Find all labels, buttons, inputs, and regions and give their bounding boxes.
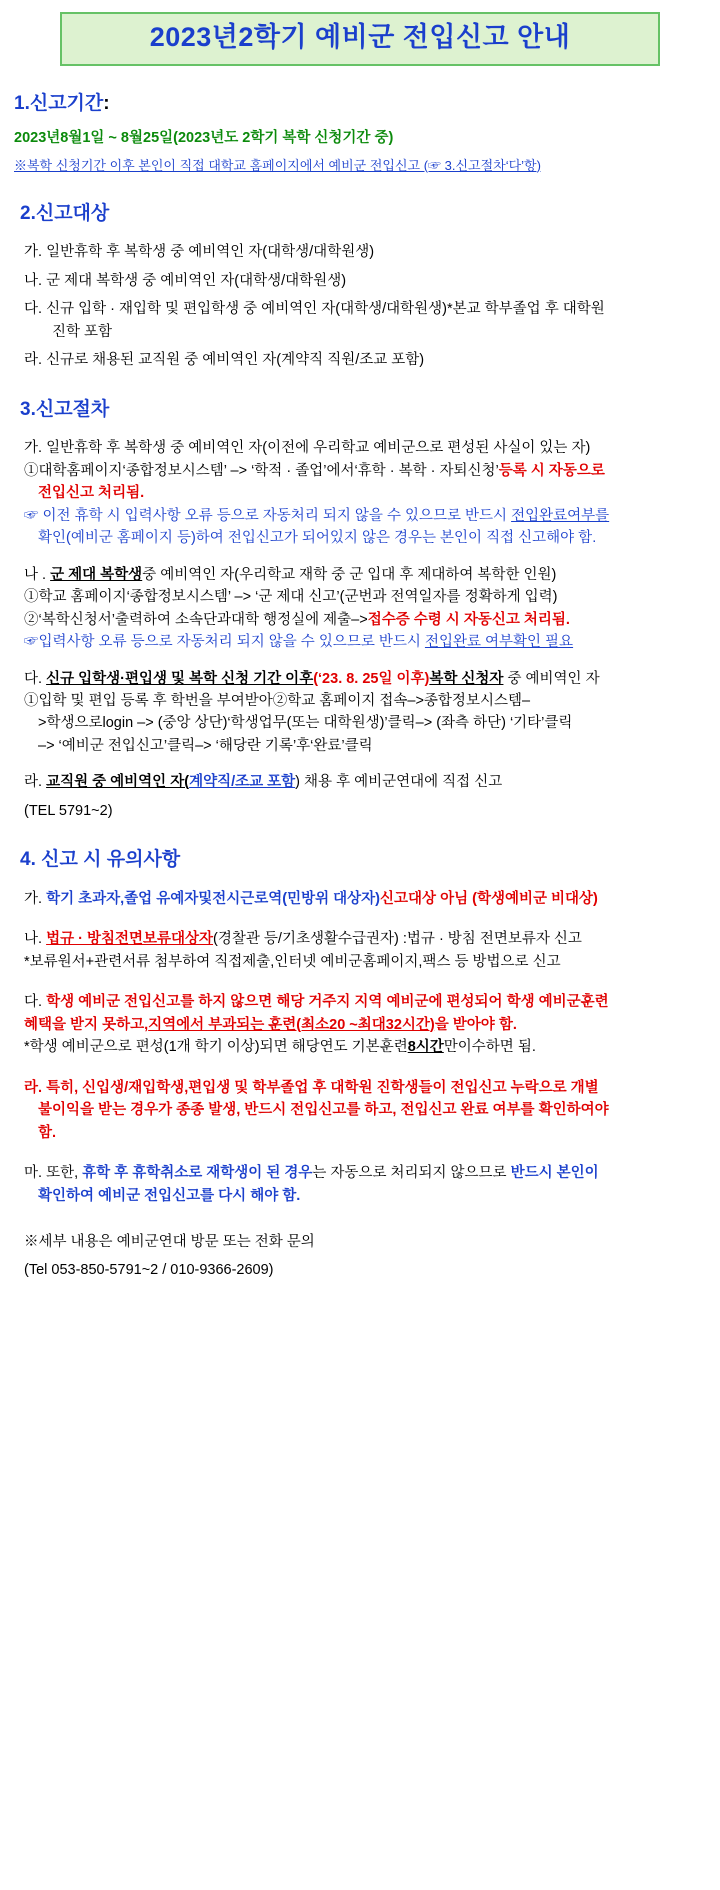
section-4 bbox=[10, 846, 710, 1207]
section-2-item-2: 나. 군 제대 복학생 중 예비역인 자(대학생/대학원생) bbox=[24, 272, 347, 289]
section-1-heading-suffix: : bbox=[103, 92, 110, 114]
section-3-a-head: 가. 일반휴학 후 복학생 중 예비역인 자(이전에 우리학교 예비군으로 편성된 사실이 있는 자) bbox=[24, 440, 591, 457]
section-3-c-line-3: –> ‘예비군 전입신고’클릭–> ‘해당란 기록’후‘완료’클릭 bbox=[38, 737, 373, 754]
section-4-c-line-1: 다. 학생 예비군 전입신고를 하지 않으면 해당 거주지 지역 예비군에 편성되어 학생 예비군훈련 bbox=[24, 994, 609, 1011]
page-title-box bbox=[60, 12, 660, 66]
section-1-line-1: 2023년8월1일 ~ 8월25일(2023년도 2학기 복학 신청기간 중) bbox=[14, 130, 394, 147]
section-3-d-tel: (TEL 5791~2) bbox=[24, 802, 113, 819]
section-3 bbox=[10, 396, 710, 823]
section-3-heading: 3.신고절차 bbox=[20, 398, 110, 420]
section-4-c-line-3: *학생 예비군으로 편성(1개 학기 이상)되면 해당연도 기본훈련8시간만이수하면 됨. bbox=[24, 1039, 536, 1056]
section-3-c-head: 다. 신규 입학생·편입생 및 복학 신청 기간 이후(‘23. 8. 25일 이후)복학 신청자 중 예비역인 자 bbox=[24, 670, 600, 687]
footer-line-1: ※세부 내용은 예비군연대 방문 또는 전화 문의 bbox=[24, 1234, 315, 1251]
section-3-b-line-2: ②‘복학신청서’출력하여 소속단과대학 행정실에 제출–>접수증 수령 시 자동신고 처리됨. bbox=[24, 611, 570, 628]
section-2-item-4: 라. 신규로 채용된 교직원 중 예비역인 자(계약직 직원/조교 포함) bbox=[24, 352, 425, 369]
section-1 bbox=[10, 90, 710, 176]
section-1-heading-text: 1.신고기간 bbox=[14, 92, 104, 114]
section-4-b-line-2: *보류원서+관련서류 첨부하여 직접제출,인터넷 예비군홈페이지,팩스 등 방법으로 신고 bbox=[24, 953, 561, 970]
section-4-d-line-1: 라. 특히, 신입생/재입학생,편입생 및 학부졸업 후 대학원 진학생들이 전입신고 누락으로 개별 bbox=[24, 1079, 599, 1096]
section-4-e-line-2: 확인하여 예비군 전입신고를 다시 해야 함. bbox=[38, 1187, 301, 1204]
section-4-e-line-1: 마. 또한, 휴학 후 휴학취소로 재학생이 된 경우는 자동으로 처리되지 않으므로 반드시 본인이 bbox=[24, 1165, 599, 1182]
section-3-c-line-2: >학생으로login –> (중앙 상단)‘학생업무(또는 대학원생)’클릭–> (좌측 하단) ‘기타’클릭 bbox=[38, 715, 573, 732]
section-2-item-1: 가. 일반휴학 후 복학생 중 예비역인 자(대학생/대학원생) bbox=[24, 244, 375, 261]
section-4-d-line-2: 불이익을 받는 경우가 종종 발생, 반드시 전입신고를 하고, 전입신고 완료 여부를 확인하여야 bbox=[38, 1102, 609, 1119]
section-3-a-line-1: ①대학홈페이지‘종합정보시스템’ –> ‘학적 · 졸업’에서‘휴학 · 복학 · 자퇴신청’등록 시 자동으로 bbox=[24, 462, 605, 479]
footer-line-2: (Tel 053-850-5791~2 / 010-9366-2609) bbox=[24, 1262, 274, 1279]
section-1-line-2: ※복학 신청기간 이후 본인이 직접 대학교 홈페이지에서 예비군 전입신고 (☞ 3.신고절차‘다’항) bbox=[14, 157, 541, 173]
section-4-c-line-2: 혜택을 받지 못하고,지역에서 부과되는 훈련(최소20 ~최대32시간)을 받아야 함. bbox=[24, 1016, 517, 1033]
section-3-a-line-3: ☞ 이전 휴학 시 입력사항 오류 등으로 자동처리 되지 않을 수 있으므로 반드시 전입완료여부를 bbox=[24, 507, 610, 524]
section-4-a-line-1: 가. 학기 초과자,졸업 유예자및전시근로역(민방위 대상자)신고대상 아님 (학생예비군 비대상) bbox=[24, 890, 598, 907]
section-4-heading: 4. 신고 시 유의사항 bbox=[20, 849, 181, 871]
section-4-d-line-3: 함. bbox=[38, 1124, 57, 1141]
section-3-d-head: 라. 교직원 중 예비역인 자(계약직/조교 포함) 채용 후 예비군연대에 직접 신고 bbox=[24, 774, 503, 791]
page-title: 2023년2학기 예비군 전입신고 안내 bbox=[149, 22, 571, 52]
section-3-b-line-3: ☞입력사항 오류 등으로 자동처리 되지 않을 수 있으므로 반드시 전입완료 여부확인 필요 bbox=[24, 634, 574, 651]
section-3-b-head: 나 . 군 제대 복학생중 예비역인 자(우리학교 재학 중 군 입대 후 제대하여 복학한 인원) bbox=[24, 566, 557, 583]
footer-note bbox=[10, 1231, 710, 1282]
section-3-c-line-1: ①입학 및 편입 등록 후 학번을 부여받아②학교 홈페이지 접속–>종합정보시스템– bbox=[24, 692, 531, 709]
section-2-item-3: 다. 신규 입학 · 재입학 및 편입학생 중 예비역인 자(대학생/대학원생)*본교 학부졸업 후 대학원 bbox=[24, 301, 605, 318]
section-1-heading bbox=[10, 90, 710, 118]
section-4-b-line-1: 나. 법규 · 방침전면보류대상자(경찰관 등/기초생활수급권자) :법규 · 방침 전면보류자 신고 bbox=[24, 931, 582, 948]
section-3-a-line-4: 확인(예비군 홈페이지 등)하여 전입신고가 되어있지 않은 경우는 본인이 직접 신고해야 함. bbox=[38, 530, 597, 547]
section-3-b-line-1: ①학교 홈페이지‘종합정보시스템’ –> ‘군 제대 신고’(군번과 전역일자를 정확하게 입력) bbox=[24, 589, 558, 606]
section-2 bbox=[10, 200, 710, 372]
section-2-heading: 2.신고대상 bbox=[20, 202, 110, 224]
section-2-item-3b: 진학 포함 bbox=[52, 323, 113, 340]
section-3-a-line-2: 전입신고 처리됨. bbox=[38, 485, 145, 502]
